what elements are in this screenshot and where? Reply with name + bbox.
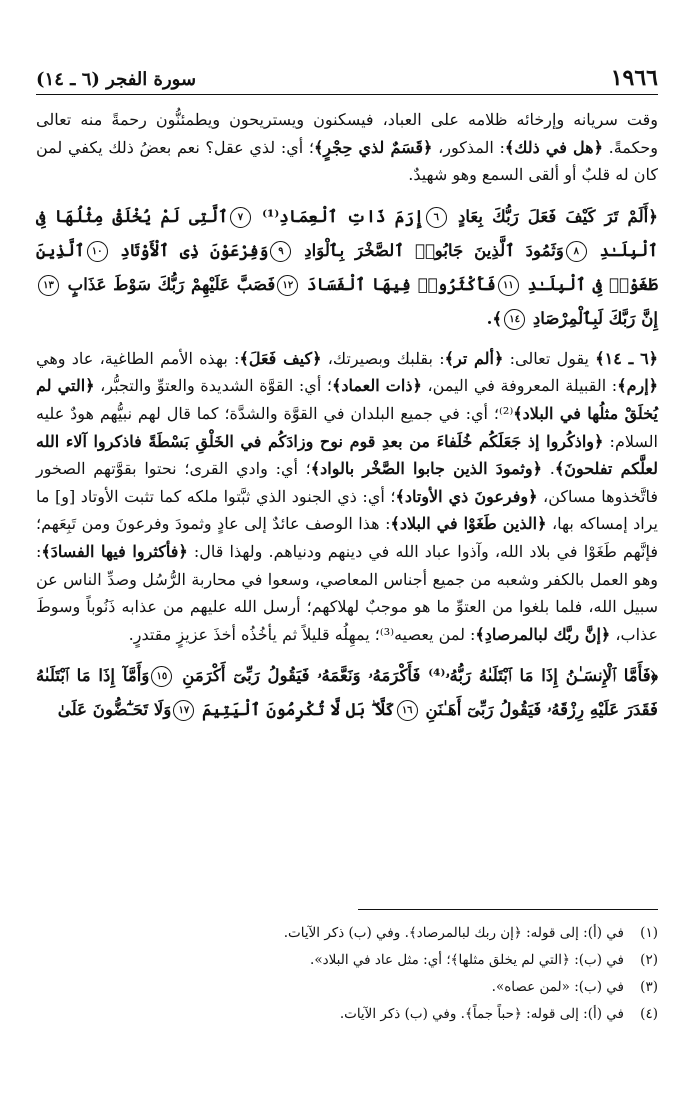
- page-number: ١٩٦٦: [610, 65, 658, 91]
- footnote-text: في (ب): ﴿التي لم يخلق مثلها﴾؛ أي: مثل عاد في البلاد».: [310, 952, 624, 968]
- ayah-number-marker: ٩: [270, 241, 291, 262]
- verse-text: وَفِرْعَوْنَ ذِى ٱلْأَوْتَادِ: [109, 239, 269, 260]
- footnote-number: (١): [640, 925, 658, 941]
- footnote-text: في (ب): «لمن عصاه».: [491, 979, 624, 995]
- verse-text: كَلَّا ۖ بَل لَّا تُكْرِمُونَ ٱلْيَتِيمَ: [196, 699, 395, 720]
- commentary-text: يقول تعالى:: [503, 348, 596, 368]
- ayah-number-marker: ١٢: [277, 275, 298, 296]
- verse-text: وَأَمَّآ إِذَا مَا ٱبْتَلَىٰهُ فَقَدَرَ عَلَيْهِ رِزْقَهُۥ فَيَقُولُ رَبِّىٓ أَهَـٰنَنِ: [36, 665, 658, 720]
- verse-text: فَأَكْثَرُوا۟ فِيهَا ٱلْفَسَادَ: [300, 273, 496, 294]
- tafsir-paragraph: [36, 345, 658, 649]
- footnote: [36, 920, 658, 947]
- ayah-number-marker: ١٠: [87, 241, 108, 262]
- verse-text: وَلَا تَحَـٰٓضُّونَ عَلَىٰ: [57, 699, 172, 720]
- commentary-text: ؛ أي: ذي الجنود الذي ثبَّتوا ملكه كما تثبت الأوتاد [و] ما يراد إمساكه بها،: [36, 486, 659, 534]
- verse-text: ﴾.: [486, 307, 503, 328]
- commentary-text: : هذا الوصف عائدٌ إلى عادٍ وثمودَ وفرعونَ ومن تَبِعَهم؛ فإنَّهم طَغَوْا في بلاد الله، وآذوا عباد الله في دينهم ودنياهم. ولهذا قال:: [36, 514, 658, 561]
- footnote: [36, 947, 658, 974]
- commentary-text: : بقلبك وبصيرتك،: [321, 348, 445, 368]
- verse-text: إِرَمَ ذَاتِ ٱلْعِمَادِ⁽¹⁾: [252, 205, 424, 226]
- footnote: [36, 974, 658, 1001]
- ayah-number-marker: ١٣: [38, 275, 59, 296]
- verse-text: إِنَّ رَبَّكَ لَبِٱلْمِرْصَادِ: [527, 307, 658, 328]
- quoted-verse: ﴿فأكثروا فيها الفسادَ﴾: [41, 541, 188, 561]
- quoted-verse: ﴿ذات العماد﴾: [332, 376, 422, 396]
- commentary-text: وقت سريانه وإرخائه ظلامه على العباد، فيسكنون ويستريحون ويطمئنُّون رحمةً منه تعالى وحكمةً.: [36, 110, 658, 157]
- footnote-number: (٤): [640, 1006, 658, 1022]
- quoted-verse: ﴿وفرعونَ ذي الأوتاد﴾: [395, 486, 538, 506]
- commentary-text: : وهو العمل بالكفر وشعبه من جميع أجناس المعاصي، وسعوا في محاربة الرُّسُل وصدِّ الناس عن سبيل الله، فلما بلغوا من العتوِّ ما هو موجبٌ لهلاكهم؛ أرسل الله عليهم من عذابه ذَنُوباً وسوطَ عذاب،: [36, 541, 658, 644]
- verse-text: ﴿أَلَمْ تَرَ كَيْفَ فَعَلَ رَبُّكَ بِعَادٍ: [448, 205, 658, 226]
- footnote-divider: [358, 909, 658, 910]
- quran-verses-6-14: [36, 199, 658, 335]
- footnote: [36, 1001, 658, 1028]
- commentary-text: ؛ أي: لذي عقل؟ نعم بعضُ ذلك يكفي لمن كان له قلبٌ أو ألقى السمع وهو شهيدٌ.: [36, 137, 658, 185]
- quoted-verse: ﴿التي لم يُخلَقْ مثلُها في البلاد﴾: [36, 376, 659, 423]
- verse-text: ٱلَّذِينَ طَغَوْا۟ فِى ٱلْبِلَـٰدِ: [36, 239, 658, 294]
- ayah-number-marker: ١٦: [397, 700, 418, 721]
- footnote-text: في (أ): إلى قوله: ﴿إن ربك لبالمرصاد﴾. وفي (ب) ذكر الآيات.: [283, 925, 624, 941]
- verse-text: ٱلَّتِى لَمْ يُخْلَقْ مِثْلُهَا فِى ٱلْبِلَـٰدِ: [36, 205, 658, 260]
- page-body: [36, 106, 658, 736]
- verse-text: ﴿فَأَمَّا ٱلْإِنسَـٰنُ إِذَا مَا ٱبْتَلَىٰهُ رَبُّهُۥ⁽⁴⁾ فَأَكْرَمَهُۥ وَنَعَّمَهُۥ فَيَقُولُ رَبِّىٓ أَكْرَمَنِ: [174, 665, 659, 686]
- ayah-number-marker: ١٧: [173, 700, 194, 721]
- ayah-number-marker: ١٥: [151, 666, 172, 687]
- commentary-text: : القبيلة المعروفة في اليمن،: [421, 376, 618, 396]
- verse-text: وَثَمُودَ ٱلَّذِينَ جَابُوا۟ ٱلصَّخْرَ بِٱلْوَادِ: [293, 239, 564, 260]
- quoted-verse: ﴿ألم تر﴾: [444, 348, 504, 368]
- quoted-verse: ﴿واذكُروا إذ جَعَلَكُم خُلَفاءَ من بعدِ قوم نوح وزادَكُم في الخَلْقِ بَسْطَةً فاذكروا آلاء الله لعلَّكم تفلحونَ﴾: [36, 431, 658, 479]
- ayah-number-marker: ٧: [230, 207, 251, 228]
- quoted-verse: ﴿٦ ـ ١٤﴾: [595, 348, 659, 368]
- commentary-text: : لمن يعصيه⁽³⁾؛ يمهِلُه قليلاً ثم يأخُذُه أخذَ عزيزٍ مقتدرٍ.: [128, 624, 476, 644]
- quoted-verse: ﴿قَسَمٌ لذي حِجْرٍ﴾: [313, 137, 433, 157]
- commentary-text: ⁽²⁾؛ أي: في جميع البلدان في القوَّة والشدَّة؛ كما قال لهم نبيُّهم هودٌ عليه السلام:: [36, 403, 658, 451]
- page-header: [36, 60, 658, 95]
- quoted-verse: ﴿إنَّ ربَّك لبالمرصادِ﴾: [475, 624, 611, 644]
- quoted-verse: ﴿الذين طَغَوْا في البلاد﴾: [390, 514, 547, 534]
- ayah-number-marker: ١٤: [504, 309, 525, 330]
- ayah-number-marker: ١١: [498, 275, 519, 296]
- footnote-list: [36, 920, 658, 1028]
- quoted-verse: ﴿إرم﴾: [617, 376, 659, 396]
- footnotes: [36, 909, 658, 1028]
- ayah-number-marker: ٨: [566, 241, 587, 262]
- quoted-verse: ﴿وثمودَ الذين جابوا الصَّخْر بالواد﴾: [310, 459, 542, 479]
- ayah-number-marker: ٦: [426, 207, 447, 228]
- footnote-text: في (أ): إلى قوله: ﴿حباً جماً﴾. وفي (ب) ذكر الآيات.: [339, 1006, 624, 1022]
- commentary-text: : المذكور،: [432, 137, 505, 157]
- commentary-text: ؛ أي: القوَّة الشديدة والعتوِّ والتجبُّر،: [94, 376, 333, 396]
- commentary-text: ؛ أي: وادي القرى؛ نحتوا بقوَّتهم الصخور فاتَّخذوها مساكن،: [36, 459, 659, 506]
- quran-verses-15-17: [36, 658, 658, 726]
- commentary-text: : بهذه الأمم الطاغية، عاد وهي: [36, 348, 240, 368]
- surah-title: سورة الفجر (٦ ـ ١٤): [36, 69, 197, 90]
- quoted-verse: ﴿هل في ذلك﴾: [504, 137, 603, 157]
- footnote-number: (٣): [640, 979, 658, 995]
- commentary-text: .: [541, 459, 555, 479]
- quoted-verse: ﴿كيف فَعَلَ﴾: [239, 348, 322, 368]
- verse-text: فَصَبَّ عَلَيْهِمْ رَبُّكَ سَوْطَ عَذَابٍ: [61, 273, 276, 294]
- footnote-number: (٢): [640, 952, 658, 968]
- intro-paragraph: [36, 106, 658, 189]
